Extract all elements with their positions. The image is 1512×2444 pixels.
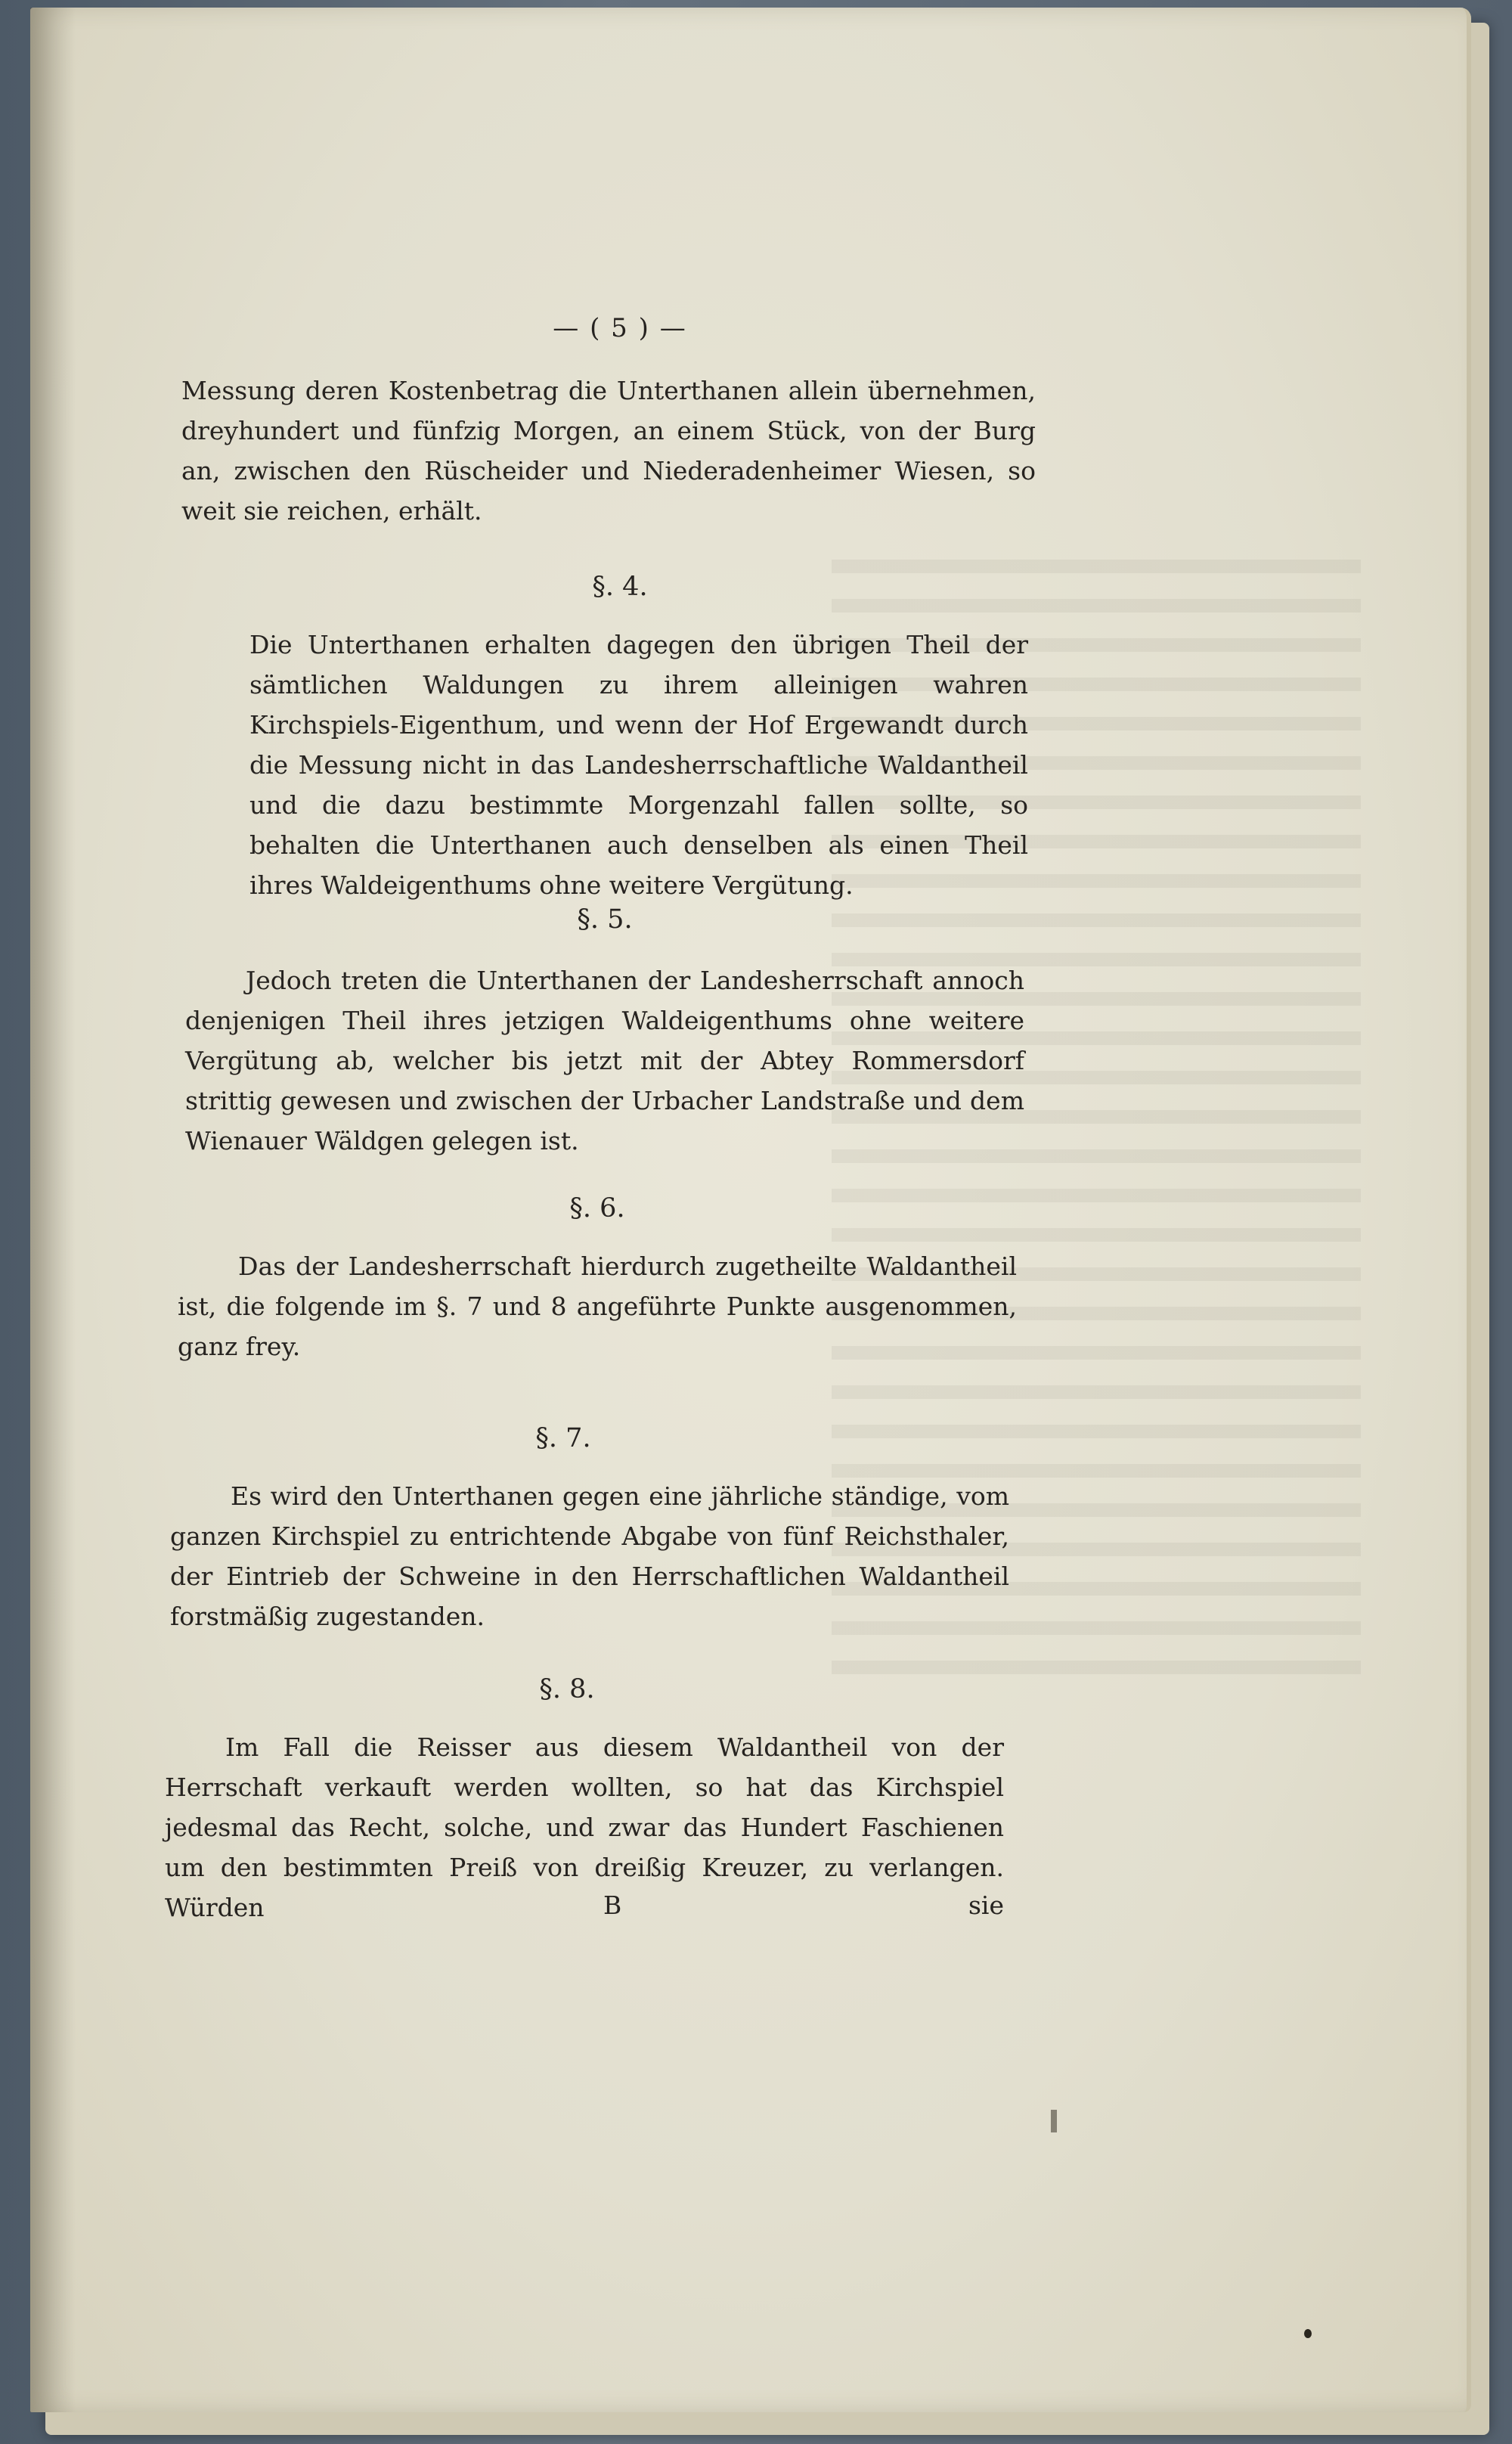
- paragraph-6: Im Fall die Reisser aus diesem Waldantheil von der Herrschaft verkauft werden wollten, so hat das Kirchspiel jedesmal das Recht, solche, und zwar das Hundert Faschienen um den bestimmten Preiß von dreißig Kreuzer, zu verlangen. Würden: [165, 1732, 1004, 1922]
- section-heading-6: §. 6.: [569, 1193, 625, 1224]
- page-header: — ( 5 ) —: [553, 313, 687, 343]
- page-footer: [165, 1890, 1004, 1931]
- paragraph-1: Messung deren Kostenbetrag die Unterthanen allein übernehmen, dreyhundert und fünfzig Morgen, an einem Stück, von der Burg an, zwischen den Rüscheider und Niederadenheimer Wiesen, so weit sie reichen, erhält.: [181, 376, 1036, 526]
- gutter-shadow: [30, 8, 76, 2412]
- ink-mark: [1051, 2110, 1057, 2132]
- paragraph-3: Jedoch treten die Unterthanen der Landesherrschaft annoch denjenigen Theil ihres jetzigen Waldeigenthums ohne weitere Vergütung ab, welcher bis jetzt mit der Abtey Rommersdorf strittig gewesen und zwischen der Urbacher Landstraße und dem Wienauer Wäldgen gelegen ist.: [185, 966, 1024, 1155]
- section-heading-5: §. 5.: [577, 904, 633, 935]
- signature-mark: B: [603, 1890, 622, 1920]
- ink-dot: [1304, 2329, 1312, 2338]
- paragraph-2: Die Unterthanen erhalten dagegen den übrigen Theil der sämtlichen Waldungen zu ihrem alleinigen wahren Kirchspiels-Eigenthum, und wenn der Hof Ergewandt durch die Messung nicht in das Landesherrschaftliche Waldantheil und die dazu bestimmte Morgenzahl fallen sollte, so behalten die Unterthanen auch denselben als einen Theil ihres Waldeigenthums ohne weitere Vergütung.: [249, 630, 1028, 900]
- section-heading-8: §. 8.: [539, 1674, 595, 1704]
- paragraph-4: Das der Landesherrschaft hierdurch zugetheilte Waldantheil ist, die folgende im §. 7 und 8 angeführte Punkte ausgenommen, ganz frey.: [178, 1251, 1017, 1361]
- catchword: sie: [968, 1890, 1004, 1920]
- section-heading-4: §. 4.: [592, 572, 648, 602]
- section-heading-7: §. 7.: [535, 1423, 591, 1453]
- paragraph-5: Es wird den Unterthanen gegen eine jährliche ständige, vom ganzen Kirchspiel zu entrichtende Abgabe von fünf Reichsthaler, der Eintrieb der Schweine in den Herrschaftlichen Waldantheil forstmäßig zugestanden.: [170, 1481, 1009, 1631]
